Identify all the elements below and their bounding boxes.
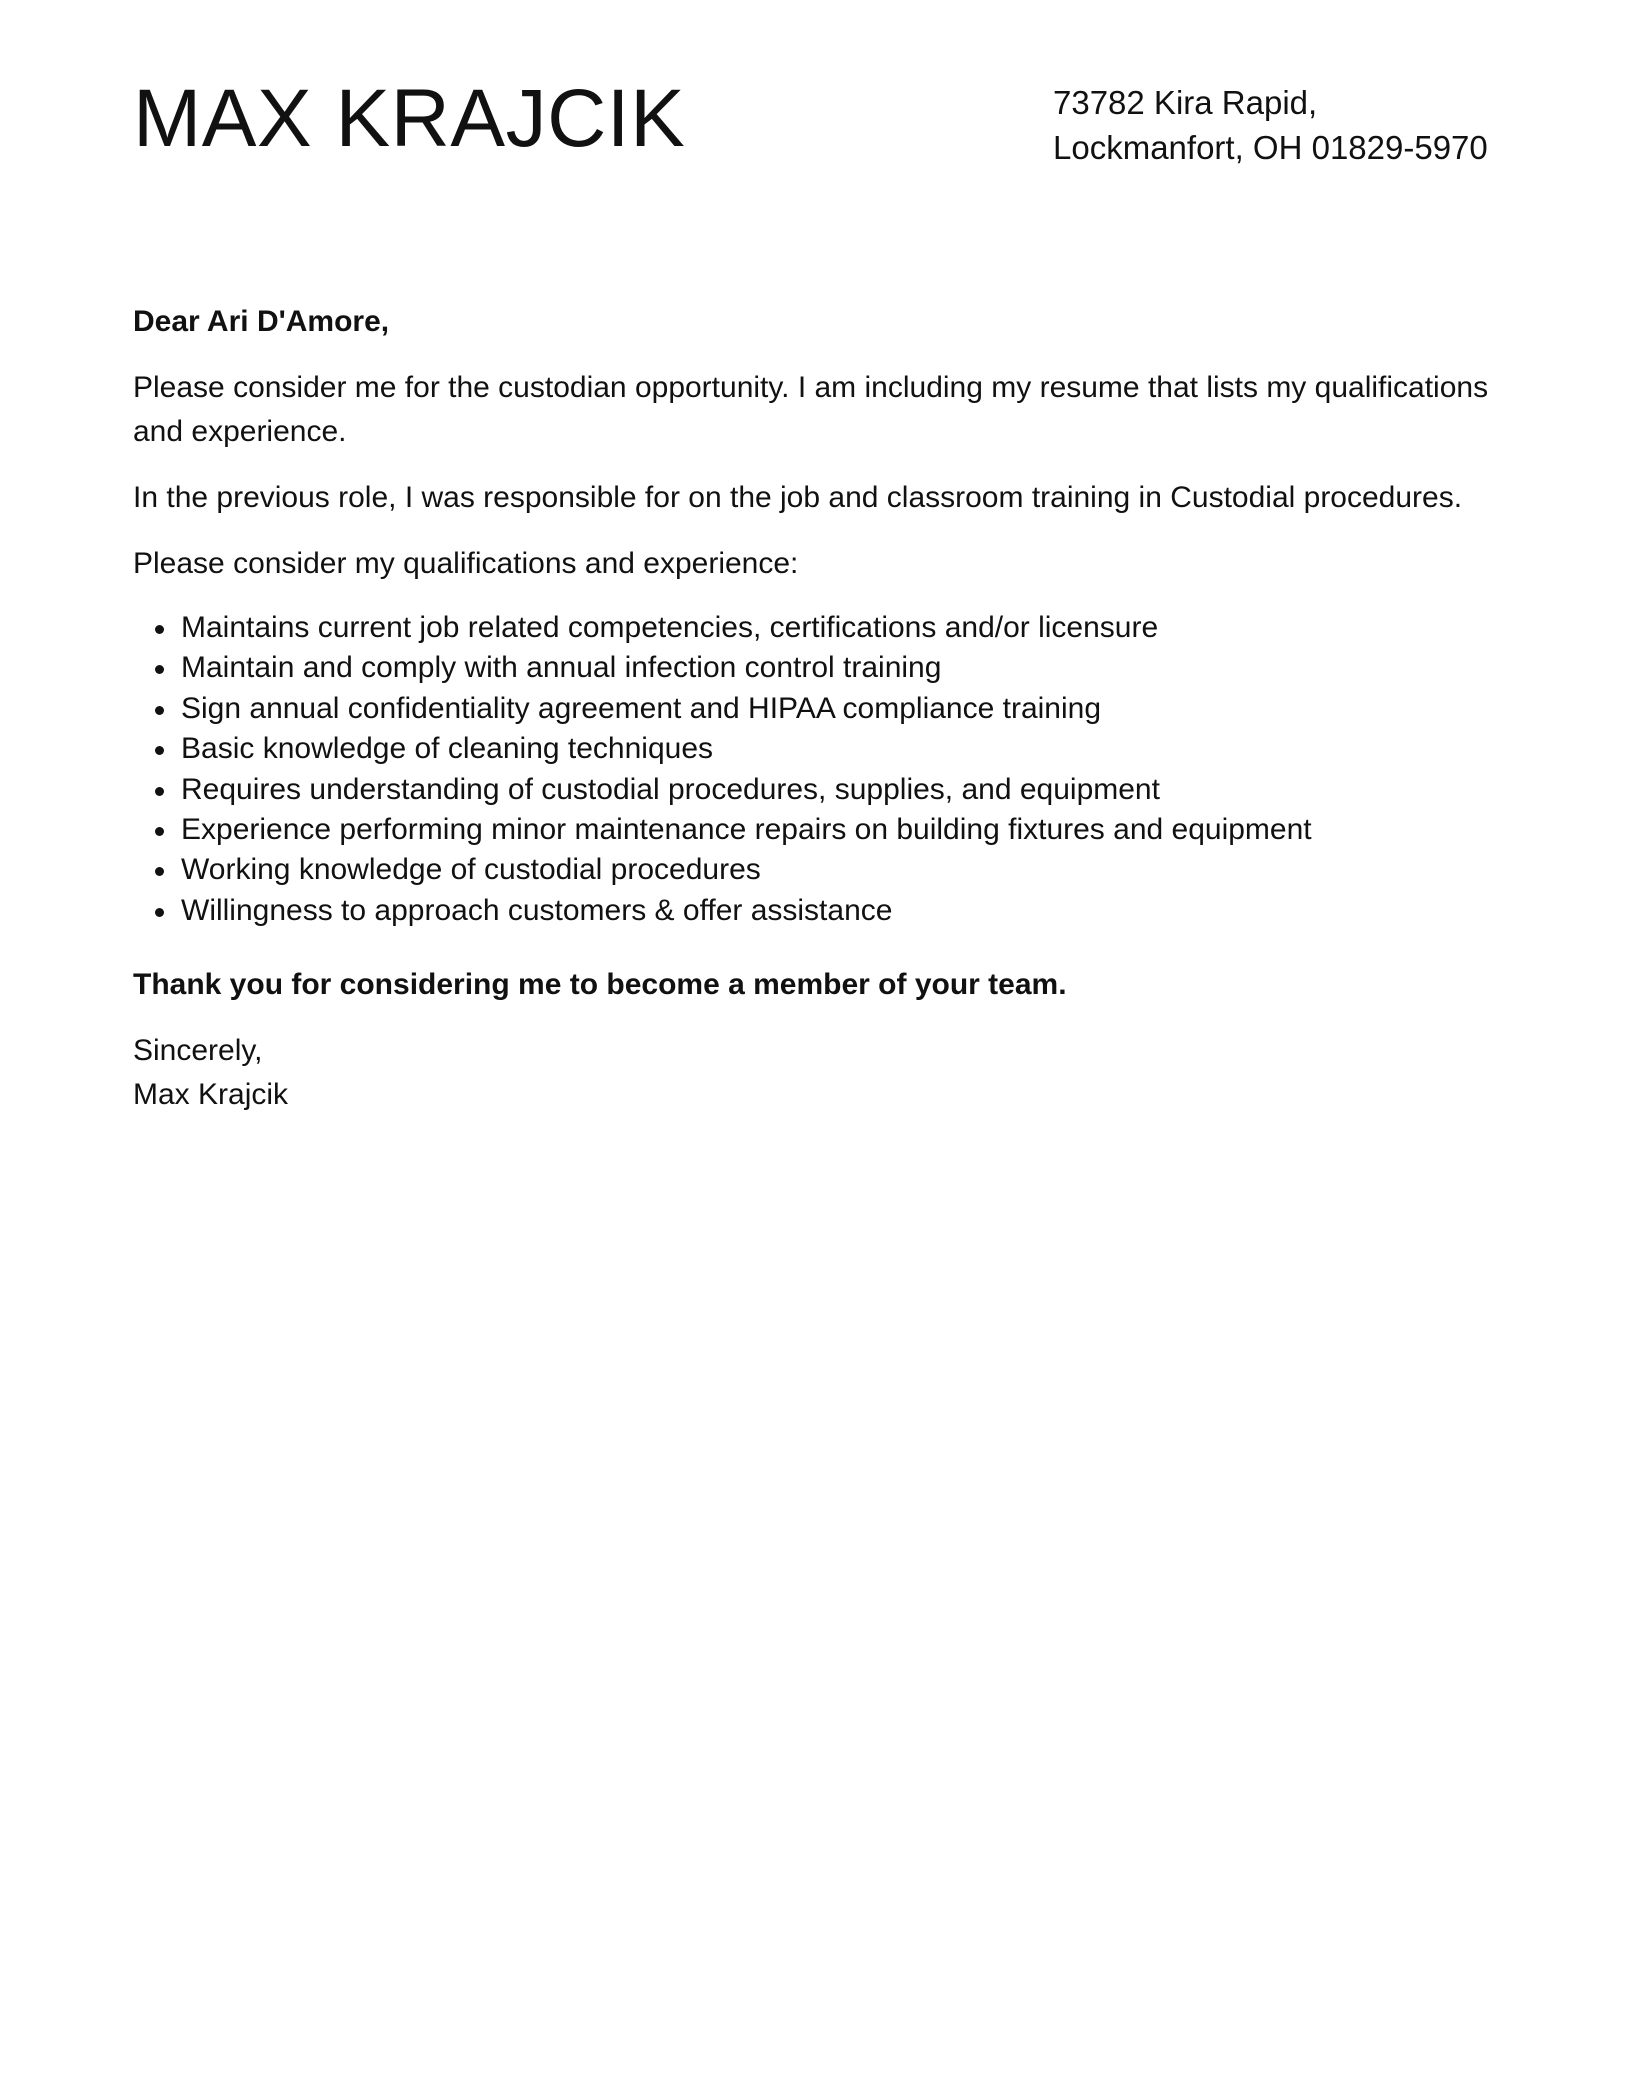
sender-name: MAX KRAJCIK: [133, 73, 686, 164]
bullet-icon: [155, 625, 164, 634]
list-item-text: Working knowledge of custodial procedures: [181, 853, 761, 887]
address-line-1: 73782 Kira Rapid,: [1053, 84, 1318, 121]
bullet-icon: [155, 665, 164, 674]
letter-body: [133, 300, 1493, 1117]
list-item-text: Requires understanding of custodial procedures, supplies, and equipment: [181, 772, 1160, 806]
signoff-block: [133, 1029, 1493, 1117]
closing-line: Thank you for considering me to become a member of your team.: [133, 968, 1067, 1002]
address-line-2: Lockmanfort, OH 01829-5970: [1053, 129, 1488, 166]
bullet-icon: [155, 827, 164, 836]
list-item: [133, 608, 1493, 648]
list-item-text: Maintains current job related competencies, certifications and/or licensure: [181, 611, 1159, 644]
list-item-text: Basic knowledge of cleaning techniques: [181, 732, 714, 766]
sender-address: [1053, 80, 1488, 170]
list-item-text: Sign annual confidentiality agreement and HIPAA compliance training: [181, 691, 1102, 725]
bullet-icon: [155, 706, 164, 715]
bullet-icon: [155, 787, 164, 796]
list-item-text: Willingness to approach customers & offer assistance: [181, 893, 893, 927]
intro-paragraph: Please consider me for the custodian opportunity. I am including my resume that lists my qualifications and experience.: [133, 371, 1489, 448]
list-item: [133, 648, 1493, 688]
list-item-text: Maintain and comply with annual infection control training: [181, 651, 942, 685]
bullet-icon: [155, 908, 164, 917]
greeting: Dear Ari D'Amore,: [133, 305, 390, 338]
list-item: [133, 689, 1493, 729]
bullet-icon: [155, 867, 164, 876]
list-item: [133, 810, 1493, 850]
list-item: [133, 850, 1493, 890]
list-item: [133, 729, 1493, 769]
list-item: [133, 770, 1493, 810]
qualifications-lead-in: Please consider my qualifications and experience:: [133, 547, 799, 580]
signature-name: Max Krajcik: [133, 1078, 289, 1112]
signoff: Sincerely,: [133, 1034, 263, 1068]
experience-paragraph: In the previous role, I was responsible for on the job and classroom training in Custodial procedures.: [133, 481, 1463, 514]
qualifications-list: [133, 608, 1493, 931]
list-item: [133, 891, 1493, 931]
bullet-icon: [155, 746, 164, 755]
list-item-text: Experience performing minor maintenance repairs on building fixtures and equipment: [181, 813, 1312, 847]
